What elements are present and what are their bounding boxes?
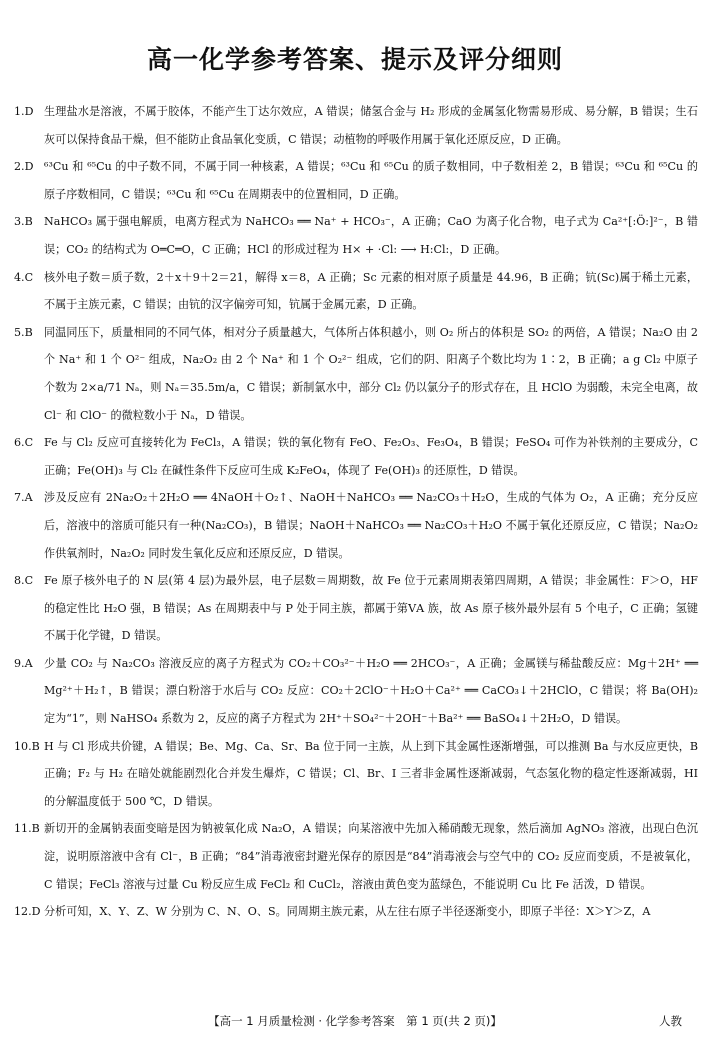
- footer-edition-label: 人教: [659, 1014, 682, 1028]
- answer-text: Fe 与 Cl₂ 反应可直接转化为 FeCl₃，A 错误；铁的氧化物有 FeO、Fe₂O₃、Fe₃O₄，B 错误；FeSO₄ 可作为补铁剂的主要成分，C 正确；Fe(OH)₃ 与 Cl₂ 在碱性条件下反应可生成 K₂FeO₄，体现了 Fe(OH)₃ 的还原性，D 错误。: [44, 436, 698, 477]
- answer-number: 1.D: [14, 105, 34, 118]
- footer-page-info: 【高一 1 月质量检测 · 化学参考答案 第 1 页(共 2 页)】: [208, 1014, 502, 1028]
- answer-item-4: [14, 264, 698, 319]
- answer-item-10: [14, 733, 698, 816]
- answer-number: 10.B: [14, 739, 40, 753]
- answer-number: 6.C: [14, 436, 34, 450]
- answer-number: 7.A: [14, 491, 33, 505]
- page-title: 高一化学参考答案、提示及评分细则: [146, 45, 563, 74]
- answer-text: 分析可知，X、Y、Z、W 分别为 C、N、O、S。同周期主族元素，从左往右原子半径逐渐变小，即原子半径：X＞Y＞Z，A: [44, 905, 651, 919]
- answer-number: 11.B: [14, 822, 40, 836]
- answer-item-7: [14, 484, 698, 567]
- answer-item-5: [14, 319, 698, 429]
- answer-item-1: [14, 98, 698, 153]
- answer-item-12: [14, 898, 698, 926]
- answer-text: ⁶³Cu 和 ⁶⁵Cu 的中子数不同，不属于同一种核素，A 错误；⁶³Cu 和 ⁶⁵Cu 的质子数相同，中子数相差 2，B 错误；⁶³Cu 和 ⁶⁵Cu 的原子序数相同，C 错误；⁶³Cu 和 ⁶⁵Cu 在周期表中的位置相同，D 正确。: [44, 160, 698, 201]
- answer-list: [14, 98, 698, 926]
- answer-number: 3.B: [14, 215, 33, 229]
- answer-item-8: [14, 567, 698, 650]
- answer-item-2: [14, 153, 698, 208]
- answer-text: 新切开的金属钠表面变暗是因为钠被氧化成 Na₂O，A 错误；向某溶液中先加入稀硝酸无现象，然后滴加 AgNO₃ 溶液，出现白色沉淀，说明原溶液中含有 Cl⁻，B 正确；“84”消毒液密封避光保存的原因是“84”消毒液会与空气中的 CO₂ 反应而变质，不是被氧化，C 错误；FeCl₃ 溶液与过量 Cu 粉反应生成 FeCl₂ 和 CuCl₂，溶液由黄色变为蓝绿色，不能说明 Cu 比 Fe 活泼，D 错误。: [44, 822, 698, 891]
- answer-text: NaHCO₃ 属于强电解质，电离方程式为 NaHCO₃ ══ Na⁺ + HCO₃⁻，A 正确；CaO 为离子化合物，电子式为 Ca²⁺[:Ö:]²⁻，B 错误；CO₂ 的结构式为 O═C═O，C 正确；HCl 的形成过程为 H× + ·Cl: ⟶ H:Cl:，D 正确。: [44, 215, 698, 256]
- answer-number: 8.C: [14, 574, 34, 588]
- answer-text: 核外电子数＝质子数，2＋x＋9＋2＝21，解得 x＝8，A 正确；Sc 元素的相对原子质量是 44.96，B 正确；钪(Sc)属于稀土元素，不属于主族元素，C 错误；由钪的汉字偏旁可知，钪属于金属元素，D 正确。: [44, 270, 698, 312]
- answer-text: Fe 原子核外电子的 N 层(第 4 层)为最外层，电子层数＝周期数，故 Fe 位于元素周期表第四周期，A 错误；非金属性：F＞O，HF 的稳定性比 H₂O 强，B 错误；As 在周期表中与 P 处于同主族，都属于第ⅤA 族，故 As 原子核外最外层有 5 个电子，C 正确；氢键不属于化学键，D 错误。: [44, 574, 698, 643]
- answer-item-3: [14, 208, 698, 263]
- answer-text: H 与 Cl 形成共价键，A 错误；Be、Mg、Ca、Sr、Ba 位于同一主族，从上到下其金属性逐渐增强，可以推测 Ba 与水反应更快，B 正确；F₂ 与 H₂ 在暗处就能剧烈化合并发生爆炸，C 错误；Cl、Br、I 三者非金属性逐渐减弱，气态氢化物的稳定性逐渐减弱，HI 的分解温度低于 500 ℃，D 错误。: [44, 739, 698, 808]
- answer-item-9: [14, 650, 698, 733]
- answer-text: 生理盐水是溶液，不属于胶体，不能产生丁达尔效应，A 错误；储氢合金与 H₂ 形成的金属氢化物需易形成、易分解，B 错误；生石灰可以保持食品干燥，但不能防止食品氧化变质，C 错误；动植物的呼吸作用属于氧化还原反应，D 正确。: [44, 105, 698, 146]
- answer-item-6: [14, 429, 698, 484]
- answer-number: 4.C: [14, 270, 34, 284]
- answer-text: 同温同压下，质量相同的不同气体，相对分子质量越大，气体所占体积越小，则 O₂ 所占的体积是 SO₂ 的两倍，A 错误；Na₂O 由 2 个 Na⁺ 和 1 个 O²⁻ 组成，Na₂O₂ 由 2 个 Na⁺ 和 1 个 O₂²⁻ 组成，它们的阴、阳离子个数比均为 1∶2，B 正确；a g Cl₂ 中原子个数为 2×a/71 Nₐ，则 Nₐ＝35.5m/a，C 错误；新制氯水中，部分 Cl₂ 仍以氯分子的形式存在，且 HClO 为弱酸，未完全电离，故 Cl⁻ 和 ClO⁻ 的微粒数小于 Nₐ，D 错误。: [44, 325, 698, 422]
- answer-item-11: [14, 815, 698, 898]
- answer-number: 9.A: [14, 656, 33, 670]
- answer-text: 涉及反应有 2Na₂O₂＋2H₂O ══ 4NaOH＋O₂↑、NaOH＋NaHCO₃ ══ Na₂CO₃＋H₂O，生成的气体为 O₂，A 正确；充分反应后，溶液中的溶质可能只有一种(Na₂CO₃)，B 错误；NaOH＋NaHCO₃ ══ Na₂CO₃＋H₂O 不属于氧化还原反应，C 错误；Na₂O₂ 作供氧剂时，Na₂O₂ 同时发生氧化反应和还原反应，D 错误。: [44, 491, 698, 560]
- answer-text: 少量 CO₂ 与 Na₂CO₃ 溶液反应的离子方程式为 CO₂＋CO₃²⁻＋H₂O ══ 2HCO₃⁻，A 正确；金属镁与稀盐酸反应：Mg＋2H⁺ ══ Mg²⁺＋H₂↑，B 错误；漂白粉溶于水后与 CO₂ 反应：CO₂＋2ClO⁻＋H₂O＋Ca²⁺ ══ CaCO₃↓＋2HClO，C 错误；将 Ba(OH)₂ 定为“1”，则 NaHSO₄ 系数为 2，反应的离子方程式为 2H⁺＋SO₄²⁻＋2OH⁻＋Ba²⁺ ══ BaSO₄↓＋2H₂O，D 错误。: [44, 656, 698, 726]
- answer-number: 12.D: [14, 905, 41, 919]
- answer-number: 5.B: [14, 325, 33, 339]
- answer-number: 2.D: [14, 160, 34, 174]
